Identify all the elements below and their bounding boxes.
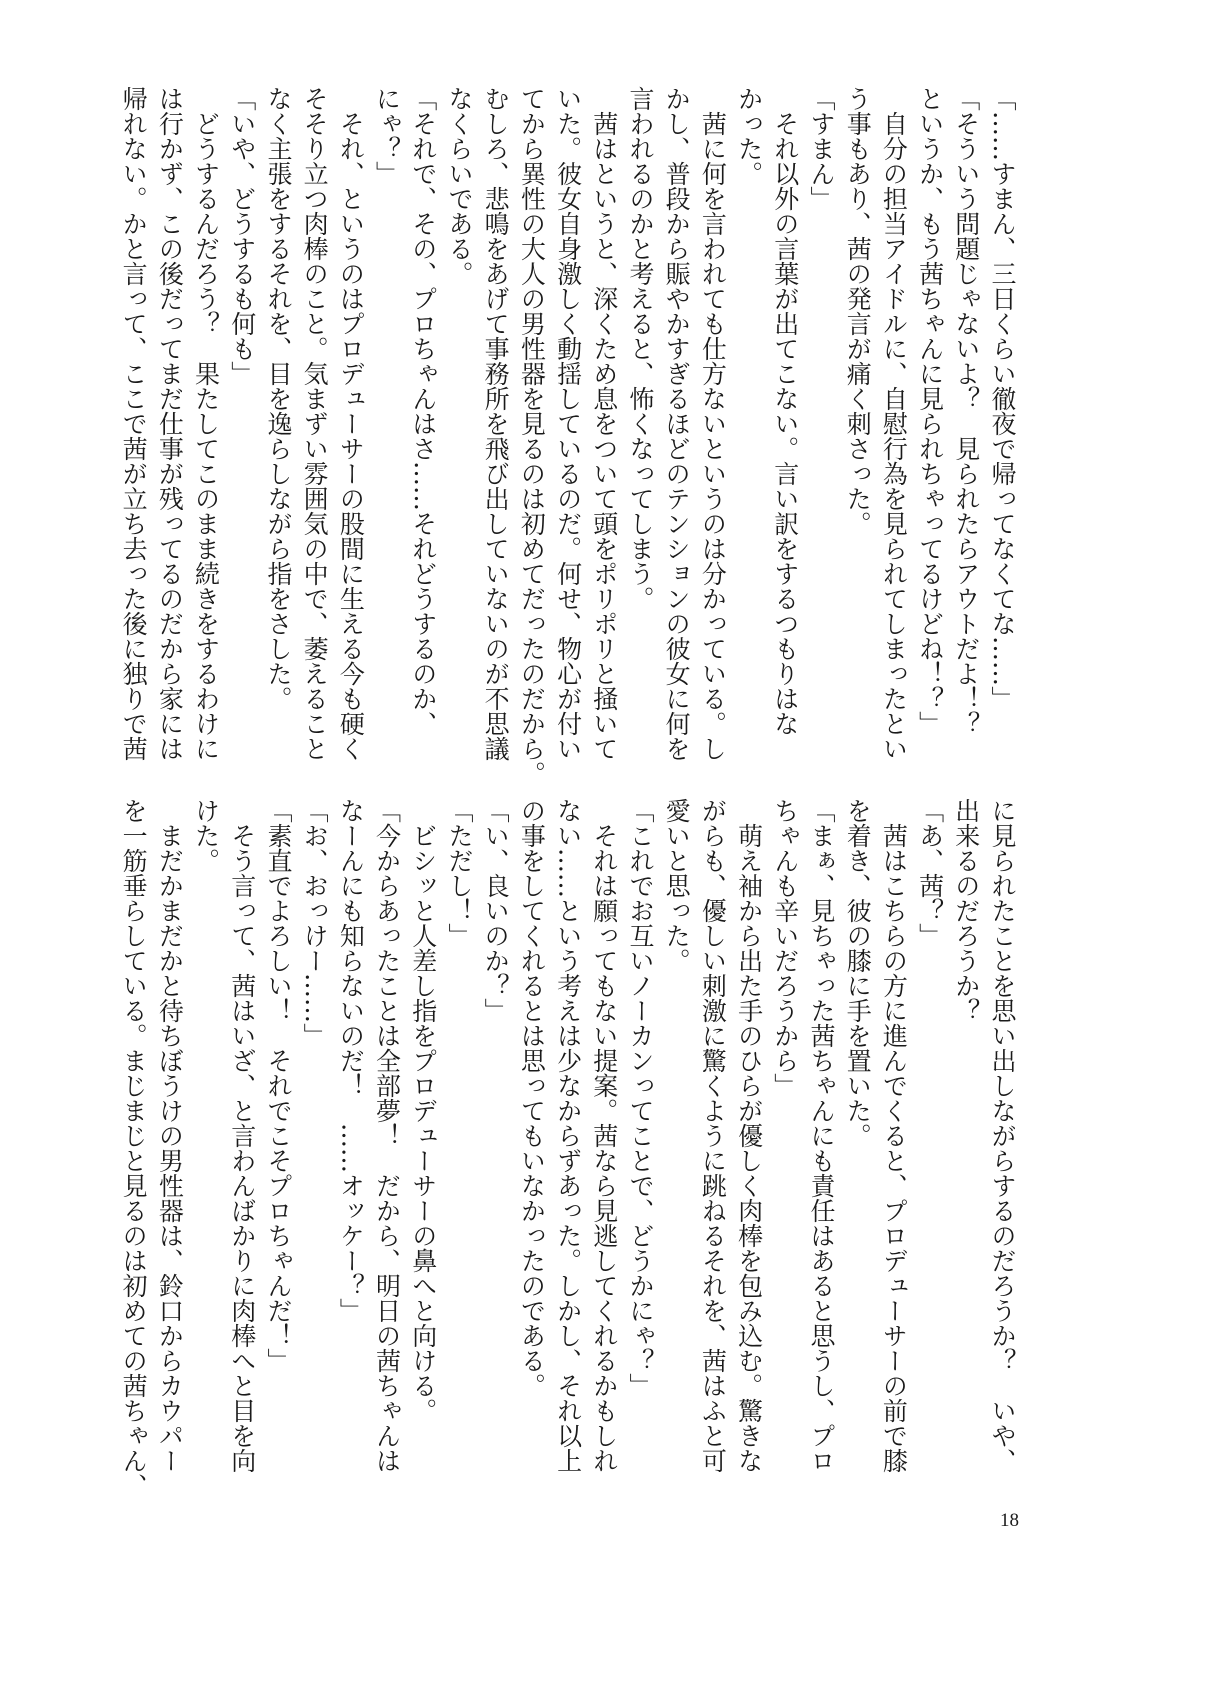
text-line: なーんにも知らないのだ！ ……オッケー？」 <box>336 798 366 1323</box>
text-line: 萌え袖から出た手のひらが優しく肉棒を包み込む。驚きな <box>734 798 764 1473</box>
text-line: 「あ、茜？」 <box>915 798 945 948</box>
text-line: の事をしてくれるとは思ってもいなかったのである。 <box>517 798 547 1398</box>
text-line: がらも、優しい刺激に驚くように跳ねるそれを、茜はふと可 <box>698 798 728 1473</box>
text-line: どうするんだろう？ 果たしてこのまま続きをするわけに <box>191 86 221 761</box>
text-line: 「まぁ、見ちゃった茜ちゃんにも責任はあると思うし、プロ <box>806 798 836 1473</box>
text-line: そそり立つ肉棒のこと。気まずい雰囲気の中で、萎えること <box>300 86 330 761</box>
text-line: というか、もう茜ちゃんに見られちゃってるけどね！？」 <box>915 86 945 736</box>
text-line: かし、普段から賑やかすぎるほどのテンションの彼女に何を <box>662 86 692 761</box>
text-line: けた。 <box>191 798 221 873</box>
text-line: そう言って、茜はいざ、と言わんばかりに肉棒へと目を向 <box>227 798 257 1473</box>
text-line: 茜はこちらの方に進んでくると、プロデューサーの前で膝 <box>879 798 909 1473</box>
text-line: 「……すまん、三日くらい徹夜で帰ってなくてな……」 <box>988 86 1017 711</box>
text-line: ちゃんも辛いだろうから」 <box>770 798 800 1098</box>
text-line: 「い、良いのか？」 <box>481 798 511 1023</box>
text-line: かった。 <box>734 86 764 186</box>
text-line: ビシッと人差し指をプロデューサーの鼻へと向ける。 <box>408 798 438 1423</box>
text-line: それは願ってもない提案。茜なら見逃してくれるかもしれ <box>589 798 619 1473</box>
page-number: 18 <box>1000 1510 1019 1531</box>
text-line: 自分の担当アイドルに、自慰行為を見られてしまったとい <box>879 86 909 761</box>
text-line: う事もあり、茜の発言が痛く刺さった。 <box>843 86 873 536</box>
text-line: なく主張をするそれを、目を逸らしながら指をさした。 <box>263 86 293 711</box>
text-line: 「素直でよろしい！ それでこそプロちゃんだ！」 <box>263 798 293 1373</box>
text-line: にゃ？」 <box>372 86 402 186</box>
text-line: 帰れない。かと言って、ここで茜が立ち去った後に独りで茜 <box>119 86 149 761</box>
text-line: 茜に何を言われても仕方ないというのは分かっている。し <box>698 86 728 761</box>
text-line: 「お、おっけー……」 <box>300 798 330 1048</box>
text-line: むしろ、悲鳴をあげて事務所を飛び出していないのが不思議 <box>481 86 511 761</box>
text-line: 「それで、その、プロちゃんはさ……それどうするのか、 <box>408 86 438 736</box>
text-block-upper <box>114 86 1020 791</box>
text-line: てから異性の大人の男性器を見るのは初めてだったのだから。 <box>517 86 547 786</box>
text-line: を一筋垂らしている。まじまじと見るのは初めての茜ちゃん、 <box>119 798 149 1498</box>
text-line: いた。彼女自身激しく動揺しているのだ。何せ、物心が付い <box>553 86 583 761</box>
text-line: 「ただし！」 <box>444 798 474 948</box>
text-line: を着き、彼の膝に手を置いた。 <box>843 798 873 1148</box>
text-line: 「そういう問題じゃないよ？ 見られたらアウトだよ！？ <box>951 86 981 736</box>
text-line: まだかまだかと待ちぼうけの男性器は、鈴口からカウパー <box>155 798 185 1473</box>
text-line: 「すまん」 <box>806 86 836 211</box>
text-line: 「今からあったことは全部夢！ だから、明日の茜ちゃんは <box>372 798 402 1473</box>
text-line: それ以外の言葉が出てこない。言い訳をするつもりはな <box>770 86 800 736</box>
text-line: 言われるのかと考えると、怖くなってしまう。 <box>625 86 655 611</box>
text-line: 「これでお互いノーカンってことで、どうかにゃ？」 <box>625 798 655 1398</box>
text-line: 愛いと思った。 <box>662 798 692 973</box>
text-block-lower <box>114 798 1020 1503</box>
text-line: 「いや、どうするも何も」 <box>227 86 257 386</box>
text-line: ない……という考えは少なからずあった。しかし、それ以上 <box>553 798 583 1473</box>
text-line: なくらいである。 <box>444 86 474 286</box>
text-line: は行かず、この後だってまだ仕事が残ってるのだから家には <box>155 86 185 761</box>
text-line: 茜はというと、深くため息をついて頭をポリポリと掻いて <box>589 86 619 761</box>
text-line: に見られたことを思い出しながらするのだろうか？ いや、 <box>988 798 1017 1473</box>
text-line: 出来るのだろうか？ <box>951 798 981 1023</box>
text-line: それ、というのはプロデューサーの股間に生える今も硬く <box>336 86 366 761</box>
